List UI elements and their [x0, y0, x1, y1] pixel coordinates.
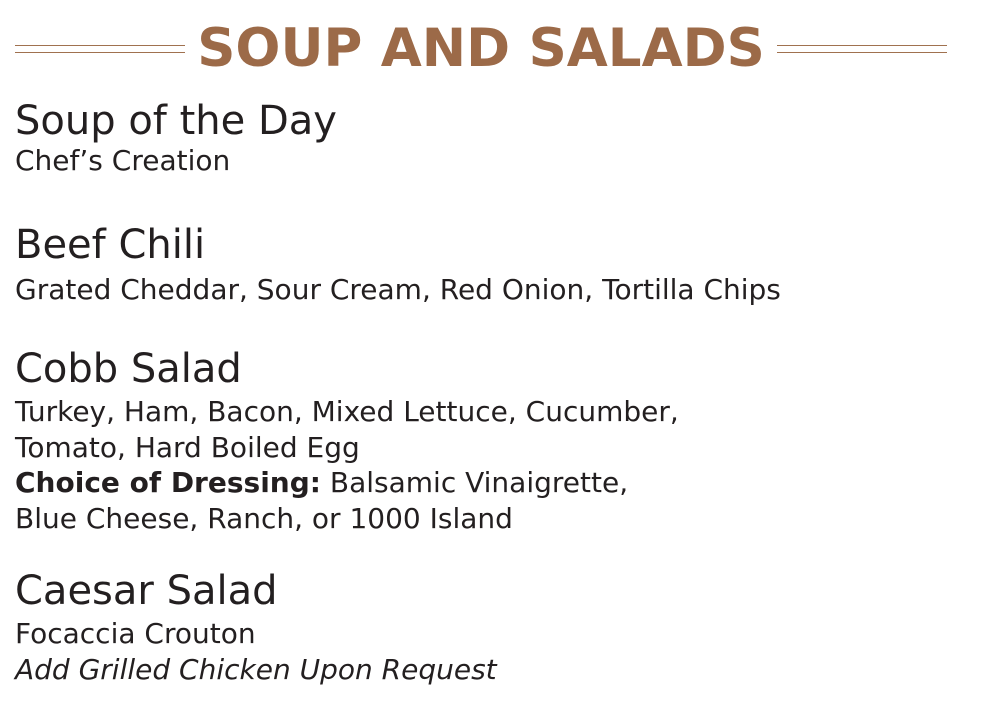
- item-description: Grated Cheddar, Sour Cream, Red Onion, Tortilla Chips: [15, 273, 781, 306]
- section-header: [15, 14, 947, 84]
- item-name: Caesar Salad: [15, 568, 278, 614]
- dressing-options-line-1: Balsamic Vinaigrette,: [320, 466, 629, 499]
- item-description-line-1: Turkey, Ham, Bacon, Mixed Lettuce, Cucumber,: [15, 395, 679, 428]
- dressing-choice: [15, 465, 679, 501]
- header-rule-right: [777, 45, 947, 53]
- menu-item-beef-chili: [15, 220, 781, 308]
- dressing-options-line-2: Blue Cheese, Ranch, or 1000 Island: [15, 501, 513, 535]
- item-description: Focaccia Crouton: [15, 617, 256, 650]
- menu-item-caesar-salad: [15, 566, 497, 687]
- menu-item-cobb-salad: [15, 344, 679, 536]
- item-note: Add Grilled Chicken Upon Request: [15, 652, 497, 686]
- item-description-line-2: Tomato, Hard Boiled Egg: [15, 430, 360, 464]
- item-description: Chef’s Creation: [15, 144, 231, 177]
- menu-item-soup-of-the-day: [15, 96, 337, 179]
- section-title: SOUP AND SALADS: [197, 18, 765, 79]
- header-rule-left: [15, 45, 185, 53]
- item-name: Cobb Salad: [15, 346, 242, 392]
- dressing-label: Choice of Dressing:: [15, 466, 321, 499]
- item-name: Soup of the Day: [15, 98, 337, 144]
- item-name: Beef Chili: [15, 222, 206, 268]
